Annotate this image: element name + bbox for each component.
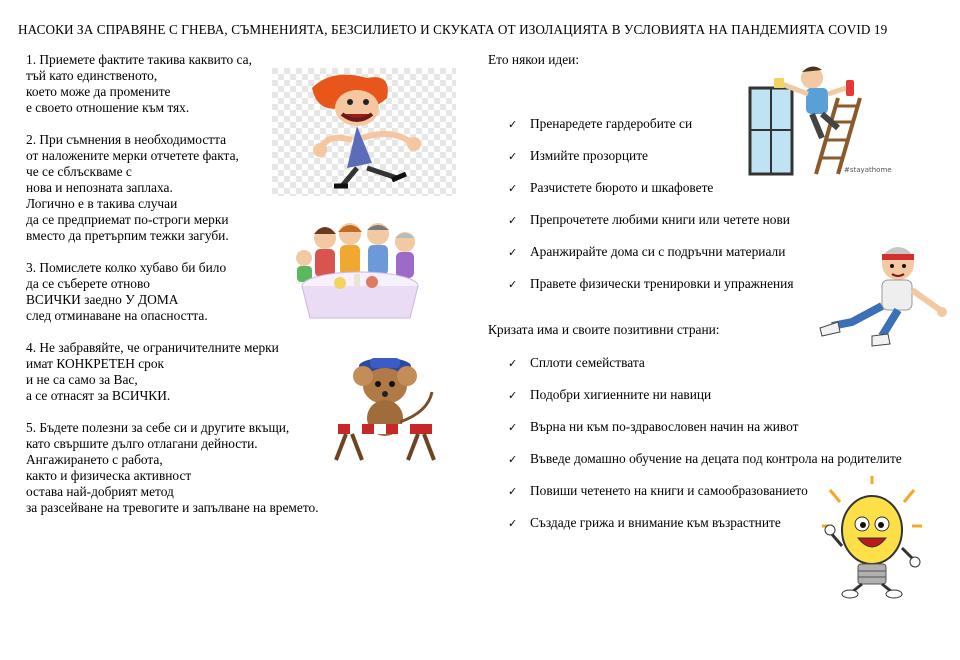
checkmark-icon: ✓ <box>508 389 518 402</box>
mouse-at-barrier-illustration <box>330 352 440 462</box>
list-item: ✓ Създаде грижа и внимание към възрастните <box>508 515 781 530</box>
checkmark-icon: ✓ <box>508 150 518 163</box>
list-item: ✓ Сплоти семействата <box>508 355 645 370</box>
advice-line: ВСИЧКИ заедно У ДОМА <box>26 292 179 307</box>
checkmark-icon: ✓ <box>508 278 518 291</box>
advice-line: от наложените мерки отчетете факта, <box>26 148 239 163</box>
checkmark-icon: ✓ <box>508 453 518 466</box>
exhausted-exercise-man-illustration <box>812 236 950 354</box>
list-item: ✓ Правете физически тренировки и упражнения <box>508 276 794 291</box>
advice-line: Логично е в такива случаи <box>26 196 178 211</box>
list-item: ✓ Разчистете бюрото и шкафовете <box>508 180 714 195</box>
advice-line: и не са само за Вас, <box>26 372 138 387</box>
smiling-lightbulb-illustration <box>822 476 922 608</box>
advice-line: 2. При съмнения в необходимостта <box>26 132 227 147</box>
list-item: ✓ Върна ни към по-здравословен начин на живот <box>508 419 799 434</box>
advice-line: за разсейване на тревогите и запълване на времето. <box>26 500 319 515</box>
checkmark-icon: ✓ <box>508 118 518 131</box>
advice-line: тъй като единственото, <box>26 68 158 83</box>
list-item: ✓ Препрочетете любими книги или четете нови <box>508 212 790 227</box>
advice-line: след отминаване на опасността. <box>26 308 208 323</box>
ideas-heading: Ето някои идеи: <box>488 52 580 67</box>
checkmark-icon: ✓ <box>508 246 518 259</box>
advice-line: като свършите дълго отлагани дейности. <box>26 436 258 451</box>
advice-paragraph-5 <box>26 420 326 516</box>
advice-line: Ангажирането с работа, <box>26 452 163 467</box>
advice-line: 4. Не забравяйте, че ограничителните мерки <box>26 340 279 355</box>
checkmark-icon: ✓ <box>508 517 518 530</box>
advice-line: да се предприемат по-строги мерки <box>26 212 229 227</box>
advice-line: вместо да претърпим тежки загуби. <box>26 228 229 243</box>
advice-line: 3. Помислете колко хубаво би било <box>26 260 227 275</box>
list-item: ✓ Аранжирайте дома си с подръчни материали <box>508 244 786 259</box>
advice-line: остава най-добрият метод <box>26 484 174 499</box>
checkmark-icon: ✓ <box>508 214 518 227</box>
list-item: ✓ Пренаредете гардеробите си <box>508 116 693 131</box>
advice-line: да се съберете отново <box>26 276 150 291</box>
list-item: ✓ Измийте прозорците <box>508 148 649 163</box>
advice-line: 1. Приемете фактите такива каквито са, <box>26 52 252 67</box>
window-image-caption: #stayathome <box>844 166 892 174</box>
checkmark-icon: ✓ <box>508 357 518 370</box>
advice-line: нова и непозната заплаха. <box>26 180 173 195</box>
list-item: ✓ Повиши четенето на книги и самообразованието <box>508 483 808 498</box>
angry-woman-illustration <box>272 68 456 196</box>
checkmark-icon: ✓ <box>508 421 518 434</box>
list-item: ✓ Подобри хигиенните ни навици <box>508 387 712 402</box>
list-item: ✓ Въведе домашно обучение на децата под контрола на родителите <box>508 451 902 466</box>
advice-paragraph-4 <box>26 340 326 404</box>
advice-line: което може да промените <box>26 84 171 99</box>
advice-line: е своето отношение към тях. <box>26 100 190 115</box>
advice-paragraph-3 <box>26 260 326 324</box>
advice-line: а се отнасят за ВСИЧКИ. <box>26 388 171 403</box>
positives-heading: Кризата има и своите позитивни страни: <box>488 322 720 337</box>
advice-line: имат КОНКРЕТЕН срок <box>26 356 165 371</box>
advice-line: както и физическа активност <box>26 468 192 483</box>
window-cleaning-man-illustration <box>746 58 892 178</box>
page-title: НАСОКИ ЗА СПРАВЯНЕ С ГНЕВА, СЪМНЕНИЯТА, БЕЗСИЛИЕТО И СКУКАТА ОТ ИЗОЛАЦИЯТА В УСЛОВИЯТА НА ПАНДЕМИЯТА COVID 19 <box>18 22 888 37</box>
checkmark-icon: ✓ <box>508 485 518 498</box>
family-dinner-illustration <box>290 218 430 326</box>
advice-line: 5. Бъдете полезни за себе си и другите вкъщи, <box>26 420 290 435</box>
advice-line: че се сблъскваме с <box>26 164 132 179</box>
checkmark-icon: ✓ <box>508 182 518 195</box>
